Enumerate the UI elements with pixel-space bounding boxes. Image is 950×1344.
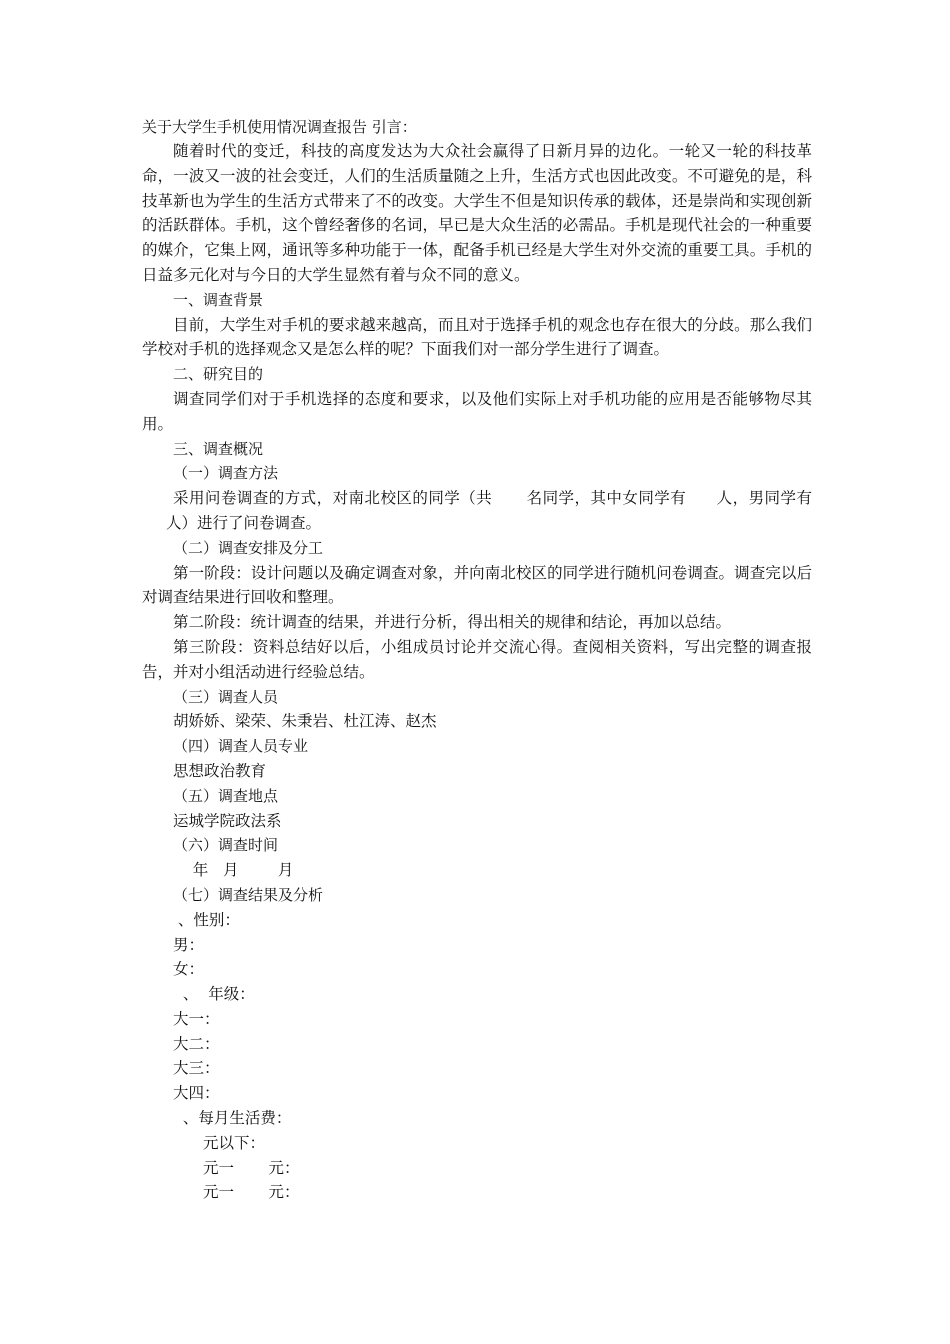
subheading-arrangement: （二）调查安排及分工 bbox=[173, 538, 324, 557]
stage-one-paragraph: 第一阶段：设计问题以及确定调查对象，并向南北校区的同学进行随机问卷调查。调查完以后对调查结果进行回收和整理。 bbox=[142, 563, 812, 607]
major-text: 思想政治教育 bbox=[173, 761, 267, 780]
subheading-time: （六）调查时间 bbox=[173, 836, 279, 855]
answer-senior: 大四： bbox=[173, 1084, 220, 1103]
section-heading-overview: 三、调查概况 bbox=[173, 439, 264, 458]
document-title: 关于大学生手机使用情况调查报告 引言： bbox=[142, 118, 417, 136]
answer-freshman: 大一： bbox=[173, 1009, 220, 1028]
subheading-personnel: （三）调查人员 bbox=[173, 687, 279, 706]
document-page bbox=[142, 115, 812, 1205]
section-heading-background: 一、调查背景 bbox=[173, 290, 264, 309]
location-text: 运城学院政法系 bbox=[173, 811, 282, 830]
method-paragraph bbox=[142, 486, 812, 536]
answer-expense-below: 元以下： bbox=[203, 1133, 266, 1152]
question-living-expenses: 、每月生活费： bbox=[173, 1109, 292, 1128]
method-text-c: 人，男同学有 bbox=[716, 489, 812, 508]
stage-two-paragraph: 第二阶段：统计调查的结果，并进行分析，得出相关的规律和结论，再加以总结。 bbox=[173, 613, 732, 632]
subheading-method: （一）调查方法 bbox=[173, 464, 279, 483]
answer-sophomore: 大二： bbox=[173, 1034, 220, 1053]
time-text: 年 月 月 bbox=[173, 861, 294, 880]
method-text-d: 人）进行了问卷调查。 bbox=[166, 513, 322, 532]
answer-expense-range-1: 元一 元： bbox=[203, 1158, 300, 1177]
purpose-paragraph: 调查同学们对于手机选择的态度和要求，以及他们实际上对手机功能的应用是否能够物尽其用。 bbox=[142, 389, 812, 433]
subheading-location: （五）调查地点 bbox=[173, 786, 279, 805]
section-heading-purpose: 二、研究目的 bbox=[173, 365, 264, 384]
background-paragraph: 目前，大学生对手机的要求越来越高，而且对于选择手机的观念也存在很大的分歧。那么我们学校对手机的选择观念又是怎么样的呢？下面我们对一部分学生进行了调查。 bbox=[142, 315, 812, 359]
answer-expense-range-2: 元一 元： bbox=[203, 1183, 300, 1202]
question-gender: 、性别： bbox=[173, 910, 240, 929]
intro-paragraph: 随着时代的变迁，科技的高度发达为大众社会赢得了日新月异的边化。一轮又一轮的科技革命，一波又一波的社会变迁，人们的生活质量随之上升，生活方式也因此改变。不可避免的是，科技革新也为学生的生活方式带来了不的改变。大学生不但是知识传承的载体，还是崇尚和实现创新的活跃群体。手机，这个曾经奢侈的名词，早已是大众生活的必需品。手机是现代社会的一种重要的媒介，它集上网，通讯等多种功能于一体，配备手机已经是大学生对外交流的重要工具。手机的日益多元化对与今日的大学生显然有着与众不同的意义。 bbox=[142, 142, 812, 284]
answer-female: 女： bbox=[173, 960, 205, 979]
stage-three-paragraph: 第三阶段：资料总结好以后，小组成员讨论并交流心得。查阅相关资料，写出完整的调查报告，并对小组活动进行经验总结。 bbox=[142, 637, 812, 681]
subheading-results: （七）调查结果及分析 bbox=[173, 885, 324, 904]
method-text-b: 名同学，其中女同学有 bbox=[526, 489, 687, 508]
subheading-major: （四）调查人员专业 bbox=[173, 737, 309, 756]
personnel-names: 胡娇娇、梁荣、朱秉岩、杜江涛、赵杰 bbox=[173, 712, 437, 731]
question-grade: 、 年级： bbox=[173, 985, 255, 1004]
method-text-a: 采用问卷调查的方式，对南北校区的同学（共 bbox=[173, 489, 493, 508]
answer-junior: 大三： bbox=[173, 1059, 220, 1078]
answer-male: 男： bbox=[173, 935, 205, 954]
